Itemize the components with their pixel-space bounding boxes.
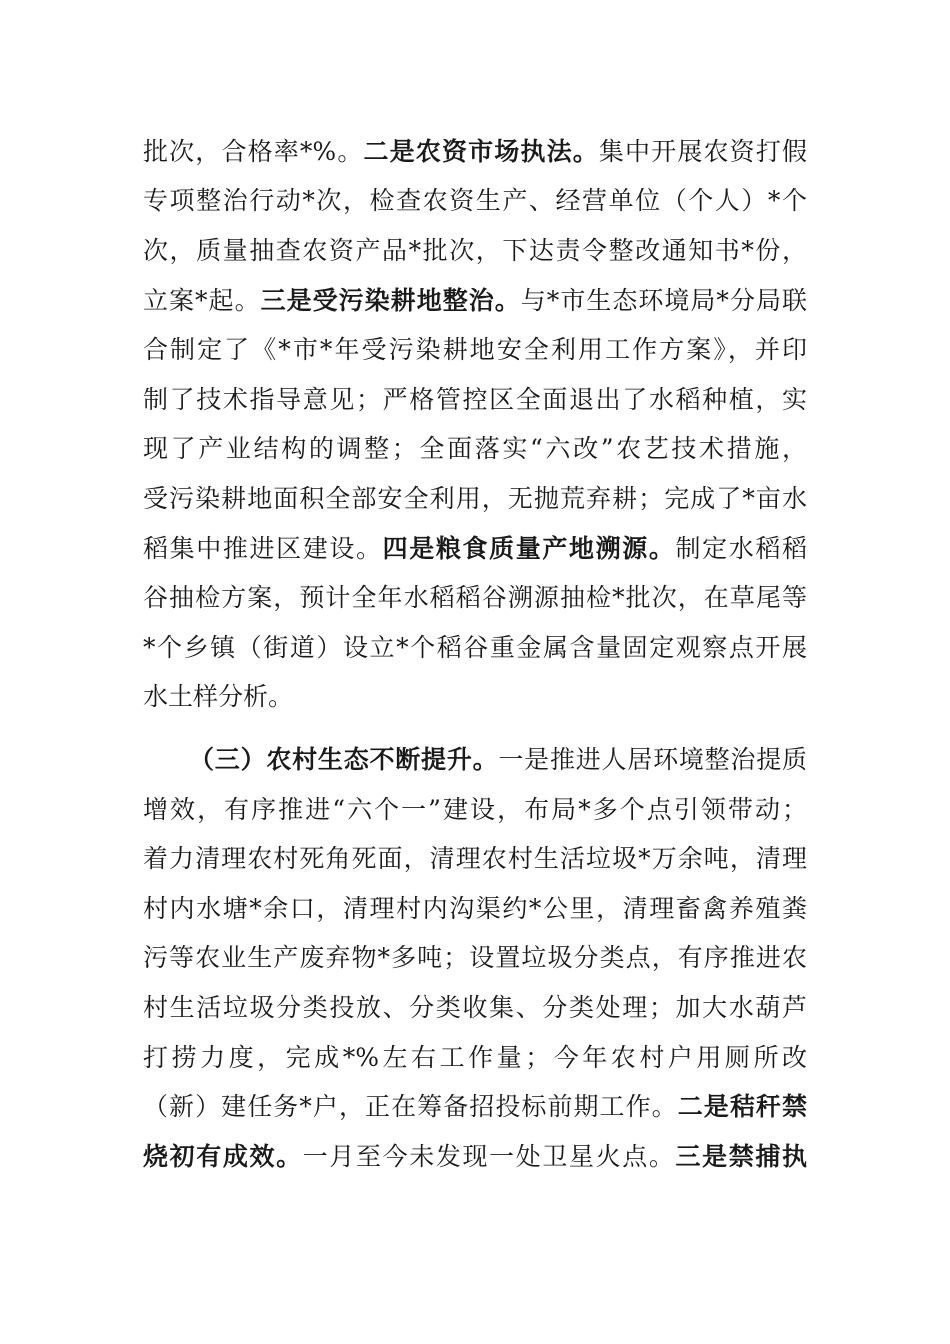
bold-heading-run: 三是受污染耕地整治。 xyxy=(260,286,521,315)
text-run: 一是推进人居环境整治提质 xyxy=(498,745,807,774)
section-heading-run: （三）农村生态不断提升。 xyxy=(189,745,499,774)
p2-line-7 xyxy=(143,1043,807,1073)
p1-line-11 xyxy=(143,633,807,663)
text-run: 制了技术指导意见；严格管控区全面退出了水稻种植，实 xyxy=(143,385,807,414)
p1-line-10 xyxy=(143,583,807,613)
text-run: 着力清理农村死角死面，清理农村生活垃圾*万余吨，清理 xyxy=(143,844,807,873)
p1-line-6 xyxy=(143,385,807,415)
text-run: 打捞力度，完成*%左右工作量；今年农村户用厕所改 xyxy=(143,1043,807,1072)
text-run: 增效，有序推进“六个一”建设，布局*多个点引领带动； xyxy=(143,795,807,824)
text-run: 次，质量抽查农资产品*批次，下达责令整改通知书*份， xyxy=(143,236,807,265)
p1-line-5 xyxy=(143,335,807,365)
text-run: 谷抽检方案，预计全年水稻稻谷溯源抽检*批次，在草尾等 xyxy=(143,583,807,612)
p1-line-4 xyxy=(143,286,807,316)
p2-line-3 xyxy=(143,844,807,874)
p1-line-2 xyxy=(143,186,807,216)
bold-heading-run: 二是秸秆禁 xyxy=(677,1092,807,1121)
text-run: （新）建任务*户，正在筹备招投标前期工作。 xyxy=(143,1092,678,1121)
text-run: 受污染耕地面积全部安全利用，无抛荒弃耕；完成了*亩水 xyxy=(143,484,807,513)
bold-heading-run: 烧初有成效。 xyxy=(143,1142,303,1171)
text-run: 批次，合格率*%。 xyxy=(143,137,364,166)
p2-line-1 xyxy=(189,745,807,775)
text-run: 村生活垃圾分类投放、分类收集、分类处理；加大水葫芦 xyxy=(143,993,807,1022)
text-run: 水土样分析。 xyxy=(143,682,294,711)
bold-heading-run: 四是粮食质量产地溯源。 xyxy=(382,534,676,563)
p1-line-8 xyxy=(143,484,807,514)
text-run: 合制定了《*市*年受污染耕地安全利用工作方案》，并印 xyxy=(143,335,807,364)
text-run: 村内水塘*余口，清理村内沟渠约*公里，清理畜禽养殖粪 xyxy=(143,894,807,923)
text-run: 污等农业生产废弃物*多吨；设置垃圾分类点，有序推进农 xyxy=(143,943,807,972)
text-run: 立案*起。 xyxy=(143,286,261,315)
p2-line-5 xyxy=(143,943,807,973)
p1-line-7 xyxy=(143,434,807,464)
text-run: 集中开展农资打假 xyxy=(598,137,807,166)
p2-line-2 xyxy=(143,795,807,825)
p2-line-9 xyxy=(143,1142,807,1172)
text-run: 一月至今未发现一处卫星火点。 xyxy=(302,1142,676,1171)
text-run: 稻集中推进区建设。 xyxy=(143,534,383,563)
text-run: 专项整治行动*次，检查农资生产、经营单位（个人）*个 xyxy=(143,186,807,215)
p1-line-3 xyxy=(143,236,807,266)
p2-line-6 xyxy=(143,993,807,1023)
p1-line-1 xyxy=(143,137,807,167)
bold-heading-run: 三是禁捕执 xyxy=(675,1142,807,1171)
text-run: 与*市生态环境局*分局联 xyxy=(520,286,807,315)
text-run: *个乡镇（街道）设立*个稻谷重金属含量固定观察点开展 xyxy=(143,633,807,662)
text-run: 制定水稻稻 xyxy=(675,534,807,563)
p2-line-8 xyxy=(143,1092,807,1122)
p2-line-4 xyxy=(143,894,807,924)
p1-line-12 xyxy=(143,682,807,712)
bold-heading-run: 二是农资市场执法。 xyxy=(363,137,599,166)
text-run: 现了产业结构的调整；全面落实“六改”农艺技术措施， xyxy=(143,434,807,463)
p1-line-9 xyxy=(143,534,807,564)
